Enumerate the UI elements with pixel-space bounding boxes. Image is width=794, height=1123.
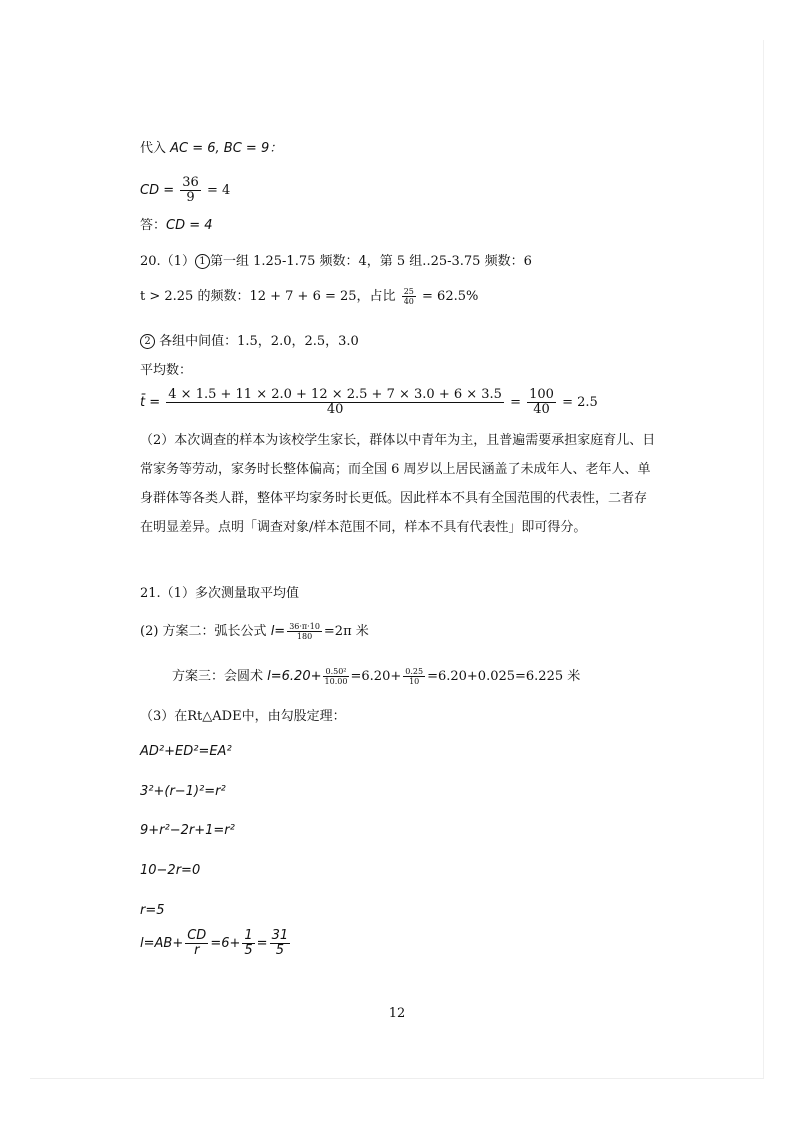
numerator: 36·π·10 — [289, 622, 320, 631]
numerator: 36 — [182, 175, 199, 190]
math-expression: AC = 6, BC = 9： — [170, 141, 283, 156]
fraction — [185, 929, 208, 958]
q20-part1-line — [140, 253, 532, 271]
page-edge — [763, 40, 764, 1078]
substitute-line — [140, 140, 282, 158]
fraction — [323, 667, 348, 686]
cd-fraction-line — [140, 176, 230, 205]
denominator: 40 — [533, 402, 550, 417]
fraction — [287, 622, 322, 641]
denominator: 40 — [403, 297, 414, 306]
answer-line — [140, 217, 213, 235]
numerator: CD — [187, 928, 207, 943]
equation: 3²+(r−1)²=r² — [140, 784, 226, 799]
equals: = — [510, 395, 521, 410]
numerator: 31 — [271, 928, 289, 943]
equation: AD²+ED²=EA² — [140, 744, 232, 759]
q21-plan3-line — [172, 667, 580, 686]
numerator: 1 — [244, 928, 253, 943]
denominator: 180 — [296, 632, 313, 641]
math-lhs: t̄ = — [140, 395, 161, 410]
equation: 10−2r=0 — [140, 863, 201, 878]
denominator: 9 — [186, 190, 195, 205]
numerator: 4 × 1.5 + 11 × 2.0 + 12 × 2.5 + 7 × 3.0 + 6 × 3.5 — [168, 387, 502, 402]
math-expression: l= — [270, 624, 286, 639]
fraction — [270, 929, 291, 958]
text: 第一组 1.25-1.75 频数：4，第 5 组..25-3.75 频数：6 — [209, 254, 532, 269]
text: =2π 米 — [323, 624, 369, 639]
q21-part3-line: （3）在Rt△ADE中，由勾股定理： — [140, 709, 346, 724]
fraction — [403, 667, 425, 686]
denominator: r — [194, 943, 200, 958]
fraction — [180, 176, 201, 205]
denominator: 40 — [326, 402, 344, 417]
text: =6+ — [210, 936, 241, 951]
paragraph-line: （2）本次调查的样本为该校学生家长，群体以中青年为主，且普遍需要承担家庭育儿、日 — [140, 433, 656, 448]
average-formula — [140, 388, 598, 417]
circled-number: 1 — [195, 254, 210, 269]
text: 方案三：会圆术 — [172, 669, 268, 684]
fraction — [402, 287, 416, 306]
math-expression: l=6.20+ — [267, 669, 322, 684]
numerator: 0.50² — [325, 667, 347, 676]
text: =6.20+ — [350, 669, 402, 684]
page-number: 12 — [388, 1006, 406, 1021]
denominator: 5 — [275, 943, 284, 958]
fraction — [527, 388, 556, 417]
math-rhs: = 2.5 — [562, 395, 598, 410]
circled-number: 2 — [140, 334, 155, 349]
math-expression: CD = 4 — [166, 218, 213, 233]
equation: 9+r²−2r+1=r² — [140, 823, 235, 838]
midpoints-line — [140, 333, 359, 351]
numerator: 0.25 — [405, 667, 424, 676]
equation: r=5 — [140, 903, 165, 918]
text: =6.20+0.025=6.225 米 — [427, 669, 581, 684]
math-rhs: = 4 — [206, 183, 231, 198]
text: = — [256, 936, 268, 951]
paragraph-line: 在明显差异。点明「调查对象/样本范围不同，样本不具有代表性」即可得分。 — [140, 520, 587, 535]
text: 代入 — [140, 141, 171, 156]
average-label: 平均数： — [140, 363, 193, 378]
q21-part1-line: 21.（1）多次测量取平均值 — [140, 586, 299, 601]
q21-part2-line — [140, 622, 369, 641]
numerator: 25 — [403, 287, 414, 296]
equation-final — [140, 929, 292, 958]
q20-ratio-line — [140, 287, 478, 306]
fraction — [242, 929, 254, 958]
text: 答： — [140, 218, 167, 233]
numerator: 100 — [529, 387, 554, 402]
math-lhs: CD = — [140, 183, 175, 198]
question-number: 20.（1） — [140, 254, 195, 269]
text: t > 2.25 的频数：12 + 7 + 6 = 25，占比 — [140, 289, 396, 304]
text: 各组中间值：1.5，2.0，2.5，3.0 — [155, 334, 359, 349]
text: (2) 方案二：弧长公式 — [140, 624, 271, 639]
text: = 62.5% — [422, 289, 479, 304]
paragraph-line: 身群体等各类人群，整体平均家务时长更低。因此样本不具有全国范围的代表性，二者存 — [140, 491, 648, 506]
divider — [30, 1078, 764, 1079]
text: l=AB+ — [140, 936, 184, 951]
fraction — [166, 388, 504, 417]
denominator: 5 — [244, 943, 253, 958]
denominator: 10 — [409, 677, 420, 686]
denominator: 10.00 — [324, 677, 348, 686]
paragraph-line: 常家务等劳动，家务时长整体偏高；而全国 6 周岁以上居民涵盖了未成年人、老年人、单 — [140, 462, 651, 477]
